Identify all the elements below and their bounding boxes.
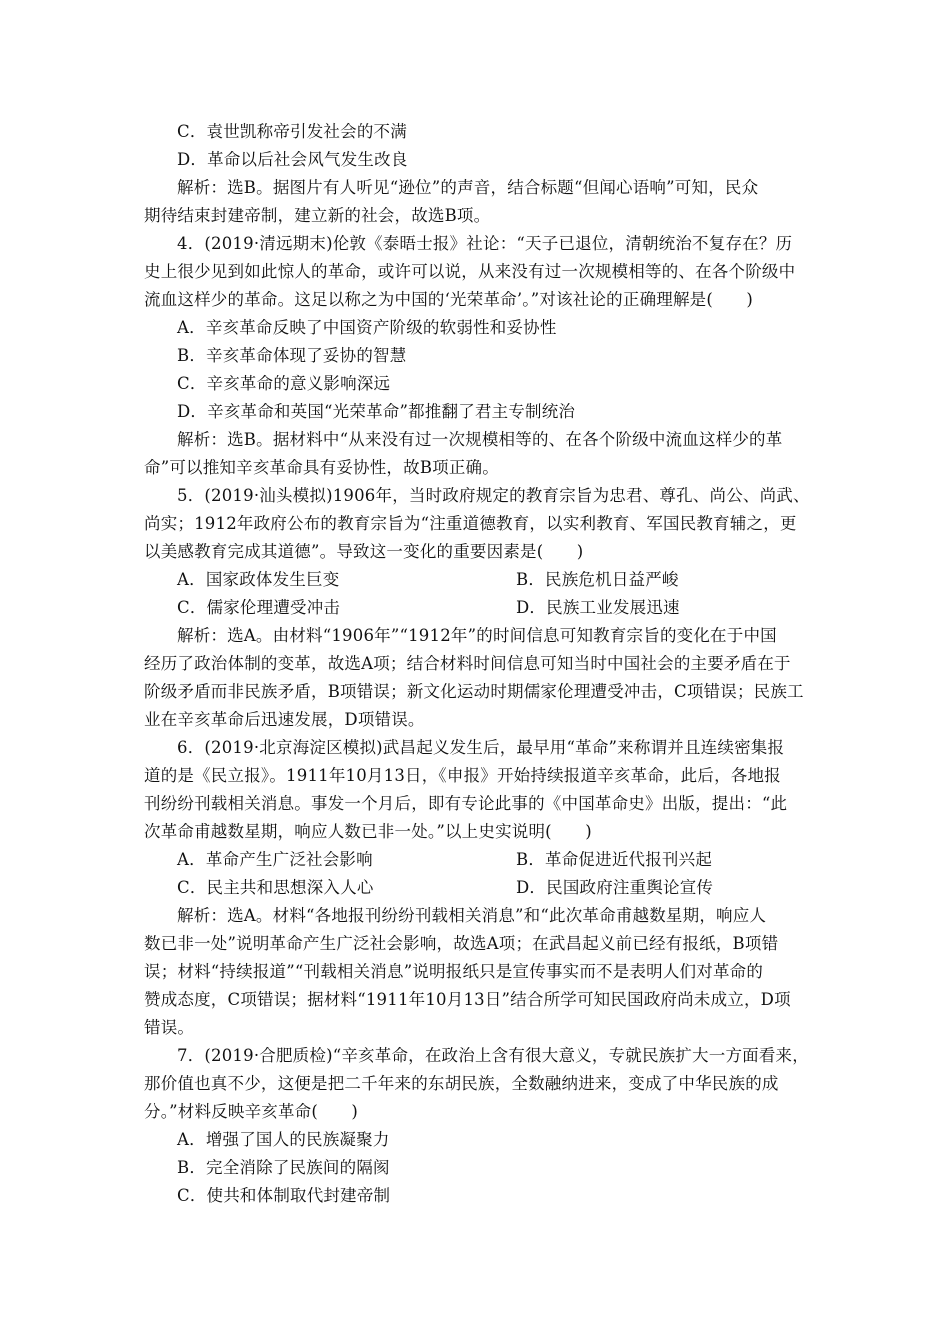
q6-explanation-line: 错误。	[144, 1018, 195, 1037]
q6-explanation-line: 赞成态度，C项错误；据材料“1911年10月13日”结合所学可知民国政府尚未成立，D项	[144, 990, 791, 1009]
q6-stem-line: 次革命甫越数星期，响应人数已非一处。”以上史实说明( )	[144, 822, 592, 841]
q7-stem-line: 分。”材料反映辛亥革命( )	[144, 1102, 359, 1121]
q3-explanation-line: 解析：选B。据图片有人听见“逊位”的声音，结合标题“但闻心语响”可知，民众	[177, 178, 759, 197]
q4-option-c: C．辛亥革命的意义影响深远	[177, 374, 391, 393]
q7-stem-line: 那价值也真不少，这便是把二千年来的东胡民族，全数融纳进来，变成了中华民族的成	[144, 1074, 779, 1093]
q6-explanation-line: 解析：选A。材料“各地报刊纷纷刊载相关消息”和“此次革命甫越数星期，响应人	[177, 906, 767, 925]
q6-stem-line: 6．(2019·北京海淀区模拟)武昌起义发生后，最早用“革命”来称谓并且连续密集报	[177, 738, 785, 757]
q5-stem-line: 5．(2019·汕头模拟)1906年，当时政府规定的教育宗旨为忠君、尊孔、尚公、尚武、	[177, 486, 810, 505]
q6-stem-line: 道的是《民立报》。1911年10月13日，《申报》开始持续报道辛亥革命，此后，各地报	[144, 766, 781, 785]
q5-explanation-line: 业在辛亥革命后迅速发展，D项错误。	[144, 710, 425, 729]
q7-option-a: A．增强了国人的民族凝聚力	[177, 1130, 390, 1149]
q7-option-b: B．完全消除了民族间的隔阂	[177, 1158, 390, 1177]
q7-option-c: C．使共和体制取代封建帝制	[177, 1186, 391, 1205]
q5-stem-line: 以美感教育完成其道德”。导致这一变化的重要因素是( )	[144, 542, 584, 561]
q4-stem-line: 流血这样少的革命。这足以称之为中国的‘光荣革命’。”对该社论的正确理解是( )	[144, 290, 754, 309]
q4-explanation-line: 解析：选B。据材料中“从来没有过一次规模相等的、在各个阶级中流血这样少的革	[177, 430, 783, 449]
q5-option-d: D．民族工业发展迅速	[516, 598, 680, 617]
q4-stem-line: 4．(2019·清远期末)伦敦《泰晤士报》社论：“天子已退位，清朝统治不复存在？历	[177, 234, 793, 253]
q6-explanation-line: 误；材料“持续报道”“刊载相关消息”说明报纸只是宣传事实而不是表明人们对革命的	[144, 962, 764, 981]
q4-explanation-line: 命”可以推知辛亥革命具有妥协性，故B项正确。	[144, 458, 499, 477]
q6-option-d: D．民国政府注重舆论宣传	[516, 878, 714, 897]
q5-option-a: A．国家政体发生巨变	[177, 570, 340, 589]
q5-option-b: B．民族危机日益严峻	[516, 570, 679, 589]
q7-stem-line: 7．(2019·合肥质检)“辛亥革命，在政治上含有很大意义，专就民族扩大一方面看来，	[177, 1046, 809, 1065]
q6-explanation-line: 数已非一处”说明革命产生广泛社会影响，故选A项；在武昌起义前已经有报纸，B项错	[144, 934, 779, 953]
q5-explanation-line: 阶级矛盾而非民族矛盾，B项错误；新文化运动时期儒家伦理遭受冲击，C项错误；民族工	[144, 682, 804, 701]
q6-option-c: C．民主共和思想深入人心	[177, 878, 374, 897]
q3-explanation-line: 期待结束封建帝制，建立新的社会，故选B项。	[144, 206, 491, 225]
q4-option-d: D．辛亥革命和英国“光荣革命”都推翻了君主专制统治	[177, 402, 576, 421]
q6-option-a: A．革命产生广泛社会影响	[177, 850, 373, 869]
q4-stem-line: 史上很少见到如此惊人的革命，或许可以说，从来没有过一次规模相等的、在各个阶级中	[144, 262, 796, 281]
q5-option-c: C．儒家伦理遭受冲击	[177, 598, 341, 617]
q3-option-c: C．袁世凯称帝引发社会的不满	[177, 122, 407, 141]
q6-option-b: B．革命促进近代报刊兴起	[516, 850, 713, 869]
q5-explanation-line: 经历了政治体制的变革，故选A项；结合材料时间信息可知当时中国社会的主要矛盾在于	[144, 654, 791, 673]
q6-stem-line: 刊纷纷刊载相关消息。事发一个月后，即有专论此事的《中国革命史》出版，提出：“此	[144, 794, 788, 813]
q4-option-a: A．辛亥革命反映了中国资产阶级的软弱性和妥协性	[177, 318, 557, 337]
q3-option-d: D．革命以后社会风气发生改良	[177, 150, 408, 169]
q4-option-b: B．辛亥革命体现了妥协的智慧	[177, 346, 407, 365]
q5-stem-line: 尚实；1912年政府公布的教育宗旨为“注重道德教育，以实利教育、军国民教育辅之，更	[144, 514, 797, 533]
q5-explanation-line: 解析：选A。由材料“1906年”“1912年”的时间信息可知教育宗旨的变化在于中国	[177, 626, 777, 645]
